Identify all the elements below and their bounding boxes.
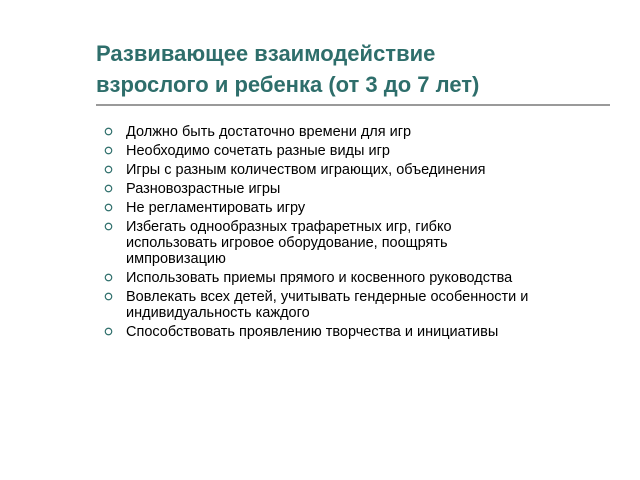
bullet-text-line: Игры с разным количеством играющих, объединения [126,162,486,178]
hollow-circle-icon [104,203,113,212]
bullet-item [104,181,604,197]
hollow-circle-icon [104,273,113,282]
bullet-item [104,200,604,216]
bullet-text [126,162,604,178]
bullet-text-line: использовать игровое оборудование, поощрять [126,235,448,251]
bullet-text [126,219,604,267]
hollow-circle-icon [104,184,113,193]
bullet-item [104,289,604,321]
bullet-text [126,124,604,140]
hollow-circle-icon [104,127,113,136]
bullet-text [126,324,604,340]
bullet-item [104,162,604,178]
bullet-text-line: Избегать однообразных трафаретных игр, гибко [126,219,452,235]
bullet-text [126,289,604,321]
bullet-item [104,124,604,140]
title-divider [96,104,610,106]
bullet-text-line: Способствовать проявлению творчества и инициативы [126,324,499,340]
bullet-text [126,270,604,286]
slide-title [96,38,616,100]
bullet-item [104,270,604,286]
hollow-circle-icon [104,292,113,301]
slide-title-line: взрослого и ребенка (от 3 до 7 лет) [96,72,480,97]
bullet-item [104,324,604,340]
bullet-text [126,143,604,159]
hollow-circle-icon [104,222,113,231]
bullet-text-line: Использовать приемы прямого и косвенного руководства [126,270,513,286]
bullet-list [104,124,604,343]
hollow-circle-icon [104,165,113,174]
bullet-text-line: индивидуальность каждого [126,305,310,321]
bullet-text-line: Разновозрастные игры [126,181,281,197]
bullet-text [126,181,604,197]
bullet-item [104,143,604,159]
bullet-text-line: Не регламентировать игру [126,200,306,216]
hollow-circle-icon [104,327,113,336]
slide-title-line: Развивающее взаимодействие [96,41,436,66]
bullet-text-line: Вовлекать всех детей, учитывать гендерные особенности и [126,289,529,305]
hollow-circle-icon [104,146,113,155]
bullet-text-line: импровизацию [126,251,226,267]
bullet-text-line: Необходимо сочетать разные виды игр [126,143,390,159]
bullet-text-line: Должно быть достаточно времени для игр [126,124,412,140]
bullet-text [126,200,604,216]
bullet-item [104,219,604,267]
